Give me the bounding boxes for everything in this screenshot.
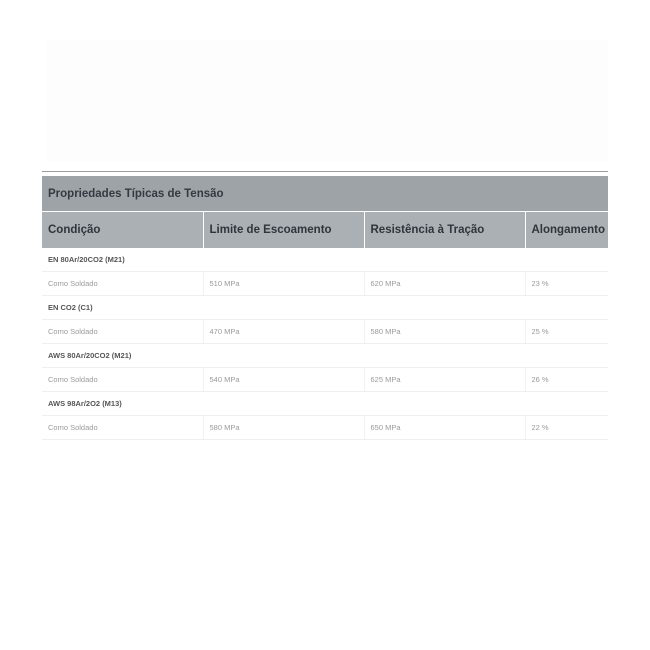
- group-label: EN CO2 (C1): [42, 296, 608, 320]
- column-header-limite-escoamento: Limite de Escoamento: [203, 212, 364, 248]
- cell-condicao: Como Soldado: [42, 416, 203, 440]
- table-row: [42, 416, 608, 440]
- divider: [42, 171, 608, 172]
- group-row: [42, 344, 608, 368]
- faded-content-area: [46, 40, 608, 162]
- cell-condicao: Como Soldado: [42, 368, 203, 392]
- group-label: AWS 80Ar/20CO2 (M21): [42, 344, 608, 368]
- cell-alongamento: 25 %: [525, 320, 608, 344]
- tensile-properties-table: [42, 176, 608, 440]
- group-label: AWS 98Ar/2O2 (M13): [42, 392, 608, 416]
- cell-alongamento: 23 %: [525, 272, 608, 296]
- cell-resistencia-tracao: 620 MPa: [364, 272, 525, 296]
- table-row: [42, 320, 608, 344]
- cell-alongamento: 22 %: [525, 416, 608, 440]
- table-row: [42, 272, 608, 296]
- group-label: EN 80Ar/20CO2 (M21): [42, 248, 608, 272]
- column-header-alongamento: Alongamento: [525, 212, 608, 248]
- cell-resistencia-tracao: 625 MPa: [364, 368, 525, 392]
- cell-condicao: Como Soldado: [42, 320, 203, 344]
- header-row: [42, 212, 608, 248]
- cell-limite-escoamento: 470 MPa: [203, 320, 364, 344]
- cell-limite-escoamento: 580 MPa: [203, 416, 364, 440]
- group-row: [42, 392, 608, 416]
- cell-limite-escoamento: 540 MPa: [203, 368, 364, 392]
- table-row: [42, 368, 608, 392]
- cell-condicao: Como Soldado: [42, 272, 203, 296]
- properties-table: [42, 211, 608, 440]
- column-header-resistencia-tracao: Resistência à Tração: [364, 212, 525, 248]
- cell-resistencia-tracao: 580 MPa: [364, 320, 525, 344]
- group-row: [42, 296, 608, 320]
- cell-limite-escoamento: 510 MPa: [203, 272, 364, 296]
- group-row: [42, 248, 608, 272]
- table-caption: Propriedades Típicas de Tensão: [42, 176, 608, 211]
- cell-alongamento: 26 %: [525, 368, 608, 392]
- column-header-condicao: Condição: [42, 212, 203, 248]
- cell-resistencia-tracao: 650 MPa: [364, 416, 525, 440]
